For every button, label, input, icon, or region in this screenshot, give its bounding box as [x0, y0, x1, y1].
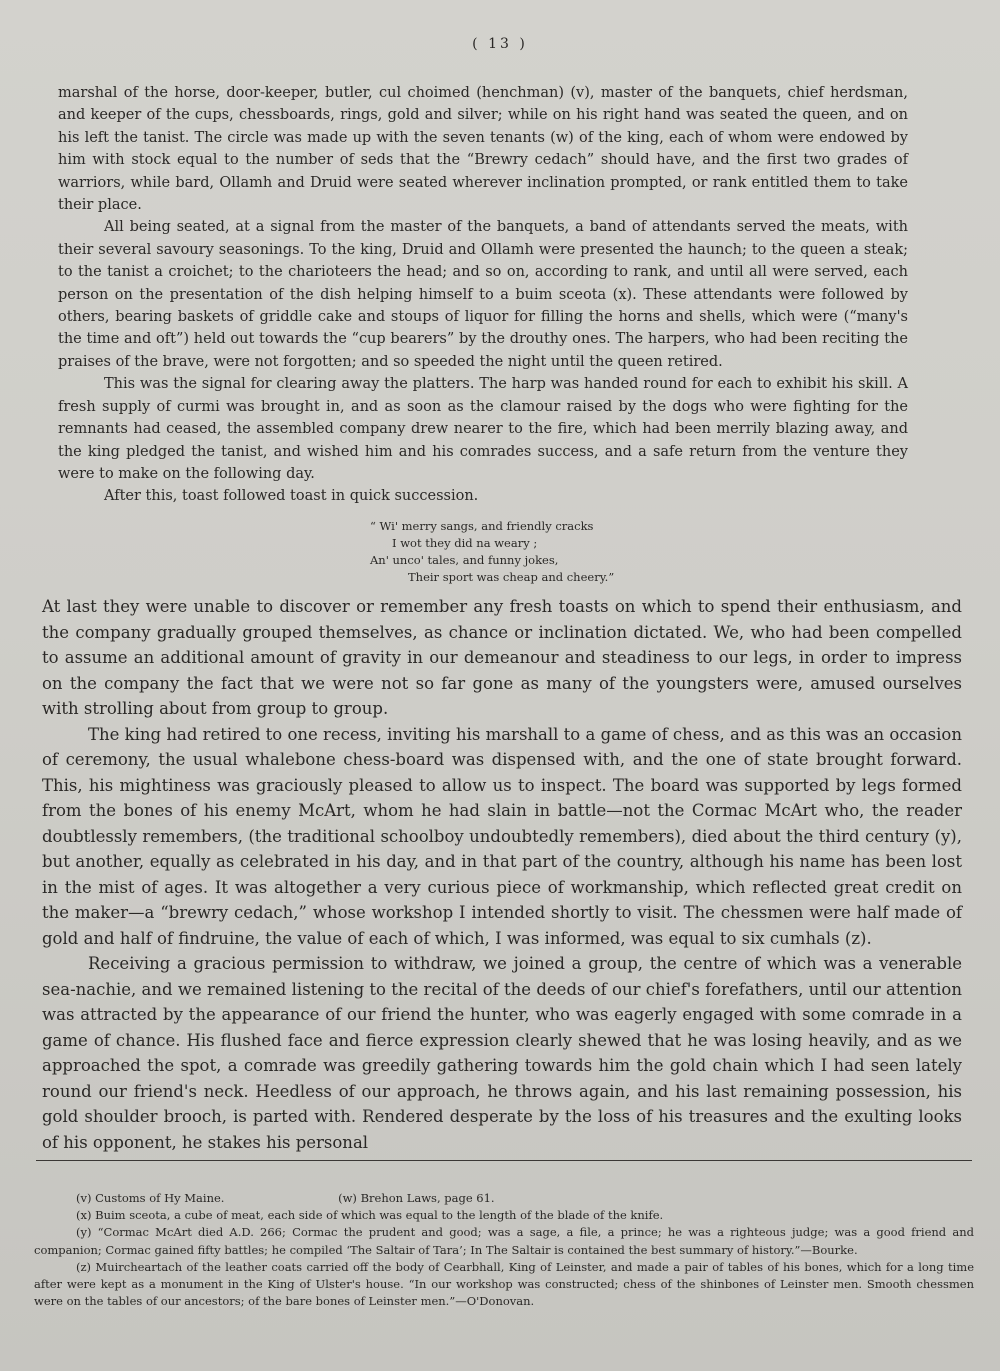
paragraph: marshal of the horse, door-keeper, butler, cul choimed (henchman) (v), master of the banquets, chief herdsman, and keeper of the cups, chessboards, rings, gold and silver; while on his right hand was seated the queen, and on his left the tanist. The circle was made up with the seven tenants (w) of the king, each of whom were endowed by him with stock equal to the number of seds that the “Brewry cedach” should have, and the first two grades of warriors, while bard, Ollamh and Druid were seated wherever inclination prompted, or rank entitled them to take their place. [58, 85, 908, 214]
verse-line: “ Wi' merry sangs, and friendly cracks [370, 519, 594, 533]
footnote-z: (z) Muircheartach of the leather coats carried off the body of Cearbhall, King of Leinster, and made a pair of tables of his bones, which for a long time after were kept as a monument in the King of Ulster's house. “In our workshop was constructed; chess of the shinbones of Leinster men. Smooth chessmen were on the tables of our ancestors; of the bare bones of Leinster men.”—O'Donovan. [34, 1259, 974, 1309]
footnote-divider [36, 1160, 972, 1161]
footnotes [34, 1190, 974, 1310]
verse-line: Their sport was cheap and cheery.” [408, 570, 615, 584]
verse-quotation [370, 518, 670, 586]
paragraph: This was the signal for clearing away the platters. The harp was handed round for each to exhibit his skill. A fresh supply of curmi was brought in, and as soon as the clamour raised by the dogs who were fighting for the remnants had ceased, the assembled company drew nearer to the fire, which had been merrily blazing away, and the king pledged the tanist, and wished him and his comrades success, and a safe return from the venture they were to make on the following day. [58, 376, 908, 482]
footnote-y: (y) “Cormac McArt died A.D. 266; Cormac the prudent and good; was a sage, a file, a prince; he was a righteous judge; was a good friend and companion; Cormac gained fifty battles; he compiled ‘The Saltair of Tara’; In The Saltair is contained the best summary of history.”—Bourke. [34, 1225, 974, 1257]
paragraph: Receiving a gracious permission to withdraw, we joined a group, the centre of which was a venerable sea-nachie, and we remained listening to the recital of the deeds of our chief's forefathers, until our attention was attracted by the appearance of our friend the hunter, who was eagerly engaged with some comrade in a game of chance. His flushed face and fierce expression clearly shewed that he was losing heavily, and as we approached the spot, a comrade was greedily gathering towards him the gold chain which I had seen lately round our friend's neck. Heedless of our approach, he throws again, and his last remaining possession, his gold shoulder brooch, is parted with. Rendered desperate by the loss of his treasures and the exulting looks of his opponent, he stakes his personal [42, 954, 962, 1152]
verse-line: I wot they did na weary ; [392, 536, 538, 550]
paragraph: After this, toast followed toast in quick succession. [104, 488, 479, 505]
lower-text-block [42, 594, 962, 1155]
verse-line: An' unco' tales, and funny jokes, [370, 553, 559, 567]
footnote-line [34, 1190, 974, 1207]
page-number: ( 13 ) [472, 36, 528, 52]
footnote-w: (w) Brehon Laws, page 61. [338, 1191, 495, 1205]
footnote-v: (v) Customs of Hy Maine. [76, 1191, 225, 1205]
paragraph: At last they were unable to discover or remember any fresh toasts on which to spend their enthusiasm, and the company gradually grouped themselves, as chance or inclination dictated. We, who had been compelled to assume an additional amount of gravity in our demeanour and steadiness to our legs, in order to impress on the company the fact that we were not so far gone as many of the youngsters were, amused ourselves with strolling about from group to group. [42, 597, 962, 718]
upper-text-block [58, 82, 908, 508]
paragraph: The king had retired to one recess, inviting his marshall to a game of chess, and as this was an occasion of ceremony, the usual whalebone chess-board was dispensed with, and the one of state brought forward. This, his mightiness was graciously pleased to allow us to inspect. The board was supported by legs formed from the bones of his enemy McArt, whom he had slain in battle—not the Cormac McArt who, the reader doubtlessly remembers, (the traditional schoolboy undoubtedly remembers), died about the third century (y), but another, equally as celebrated in his day, and in that part of the country, although his name has been lost in the mist of ages. It was altogether a very curious piece of workmanship, which reflected great credit on the maker—a “brewry cedach,” whose workshop I intended shortly to visit. The chessmen were half made of gold and half of findruine, the value of each of which, I was informed, was equal to six cumhals (z). [42, 724, 962, 948]
footnote-x: (x) Buim sceota, a cube of meat, each side of which was equal to the length of the blade of the knife. [76, 1208, 664, 1223]
paragraph: All being seated, at a signal from the master of the banquets, a band of attendants served the meats, with their several savoury seasonings. To the king, Druid and Ollamh were presented the haunch; to the queen a steak; to the tanist a croichet; to the charioteers the head; and so on, according to rank, and until all were served, each person on the presentation of the dish helping himself to a buim sceota (x). These attendants were followed by others, bearing baskets of griddle cake and stoups of liquor for filling the horns and shells, which were (“many's the time and oft”) held out towards the “cup bearers” by the drouthy ones. The harpers, who had been reciting the praises of the brave, were not forgotten; and so speeded the night until the queen retired. [58, 219, 908, 370]
